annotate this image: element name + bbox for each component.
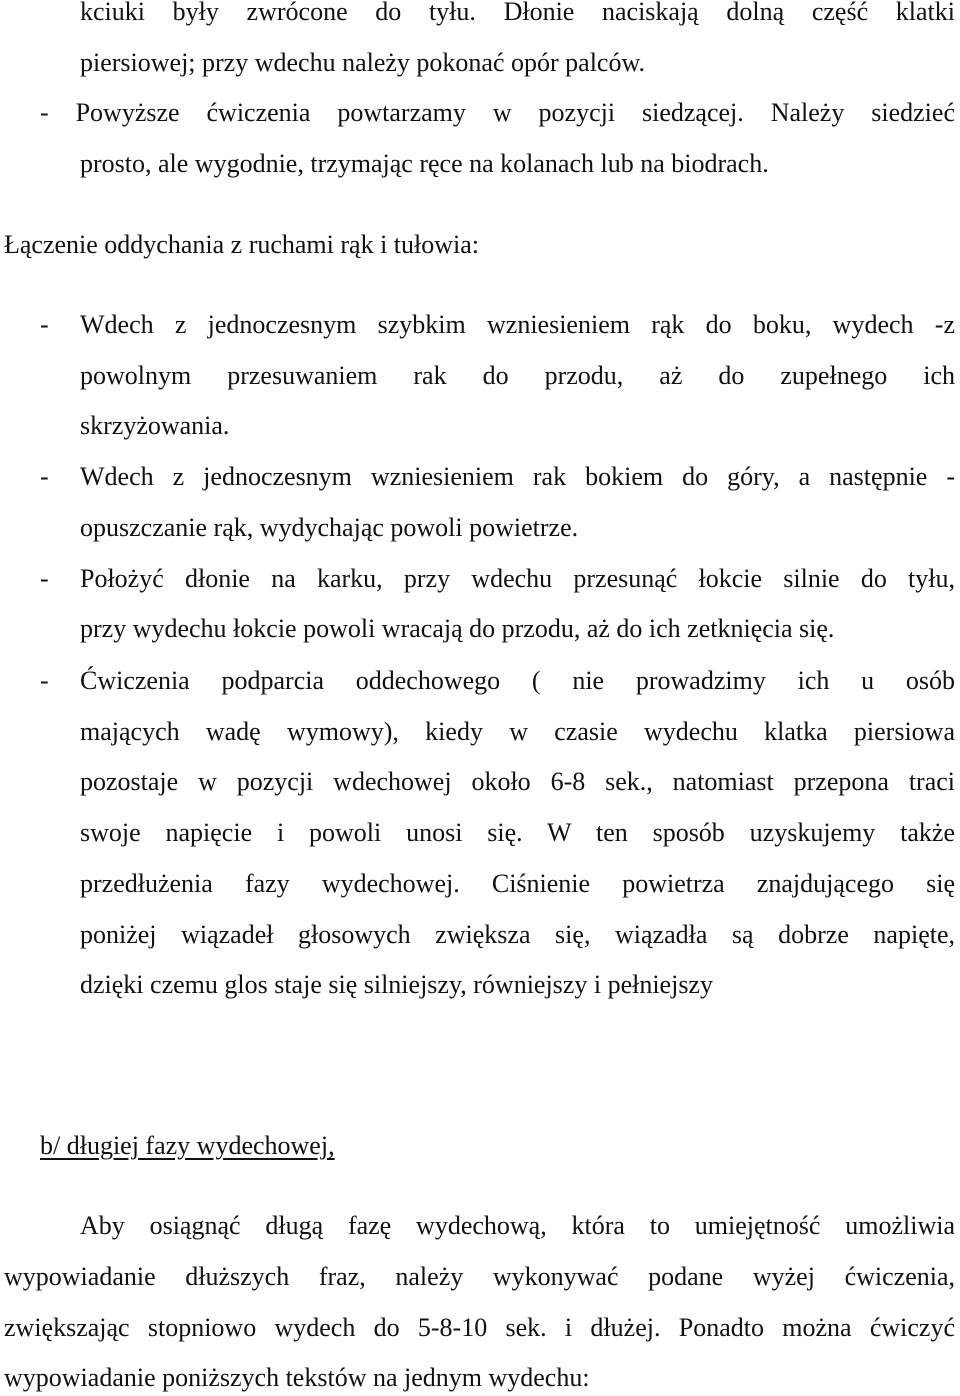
list-item-3-line-2: przy wydechu łokcie powoli wracają do przodu, aż do ich zetknięcia się. [80, 614, 835, 643]
section-heading: b/ długiej fazy wydechowej, [40, 1131, 335, 1160]
list-dash-4: - [40, 666, 49, 695]
intro-line-2: piersiowej; przy wdechu należy pokonać opór palców. [80, 48, 646, 77]
list-item-4-line-3: pozostaje w pozycji wdechowej około 6-8 sek., natomiast przepona traci [80, 767, 955, 796]
list-item-4-line-4: swoje napięcie i powoli unosi się. W ten sposób uzyskujemy także [80, 818, 955, 847]
list-item-2-line-2: opuszczanie rąk, wydychając powoli powietrze. [80, 513, 579, 542]
list-item-4-line-1: Ćwiczenia podparcia oddechowego ( nie prowadzimy ich u osób [80, 666, 955, 695]
list-item-4-line-6: poniżej wiązadeł głosowych zwiększa się, wiązadła są dobrze napięte, [80, 920, 955, 949]
list-item-1-line-2: powolnym przesuwaniem rak do przodu, aż do zupełnego ich [80, 361, 955, 390]
intro-line-1: kciuki były zwrócone do tyłu. Dłonie naciskają dolną część klatki [80, 0, 955, 26]
list-item-2-line-1: Wdech z jednoczesnym wzniesieniem rak bokiem do góry, a następnie - [80, 462, 955, 491]
closing-line-1: Aby osiągnąć długą fazę wydechową, która to umiejętność umożliwia [80, 1211, 955, 1240]
list-dash-2: - [40, 462, 49, 491]
list-dash-1: - [40, 310, 49, 339]
list-item-4-line-2: mających wadę wymowy), kiedy w czasie wydechu klatka piersiowa [80, 717, 955, 746]
list-item-3-line-1: Położyć dłonie na karku, przy wdechu przesunąć łokcie silnie do tyłu, [80, 564, 955, 593]
closing-line-4: wypowiadanie poniższych tekstów na jednym wydechu: [4, 1363, 590, 1392]
list-item-4-line-7: dzięki czemu glos staje się silniejszy, równiejszy i pełniejszy [80, 970, 713, 999]
list-item-4-line-5: przedłużenia fazy wydechowej. Ciśnienie powietrza znajdującego się [80, 869, 955, 898]
list-item-1-line-1: Wdech z jednoczesnym szybkim wzniesieniem rąk do boku, wydech -z [80, 310, 955, 339]
intro-line-3: - Powyższe ćwiczenia powtarzamy w pozycji siedzącej. Należy siedzieć [40, 98, 955, 127]
closing-line-2: wypowiadanie dłuższych fraz, należy wykonywać podane wyżej ćwiczenia, [4, 1262, 955, 1291]
list-item-1-line-3: skrzyżowania. [80, 411, 230, 440]
list-dash-3: - [40, 564, 49, 593]
closing-line-3: zwiększając stopniowo wydech do 5-8-10 sek. i dłużej. Ponadto można ćwiczyć [4, 1313, 955, 1342]
intro-line-4: prosto, ale wygodnie, trzymając ręce na kolanach lub na biodrach. [80, 149, 769, 178]
subheading: Łączenie oddychania z ruchami rąk i tułowia: [4, 230, 480, 259]
